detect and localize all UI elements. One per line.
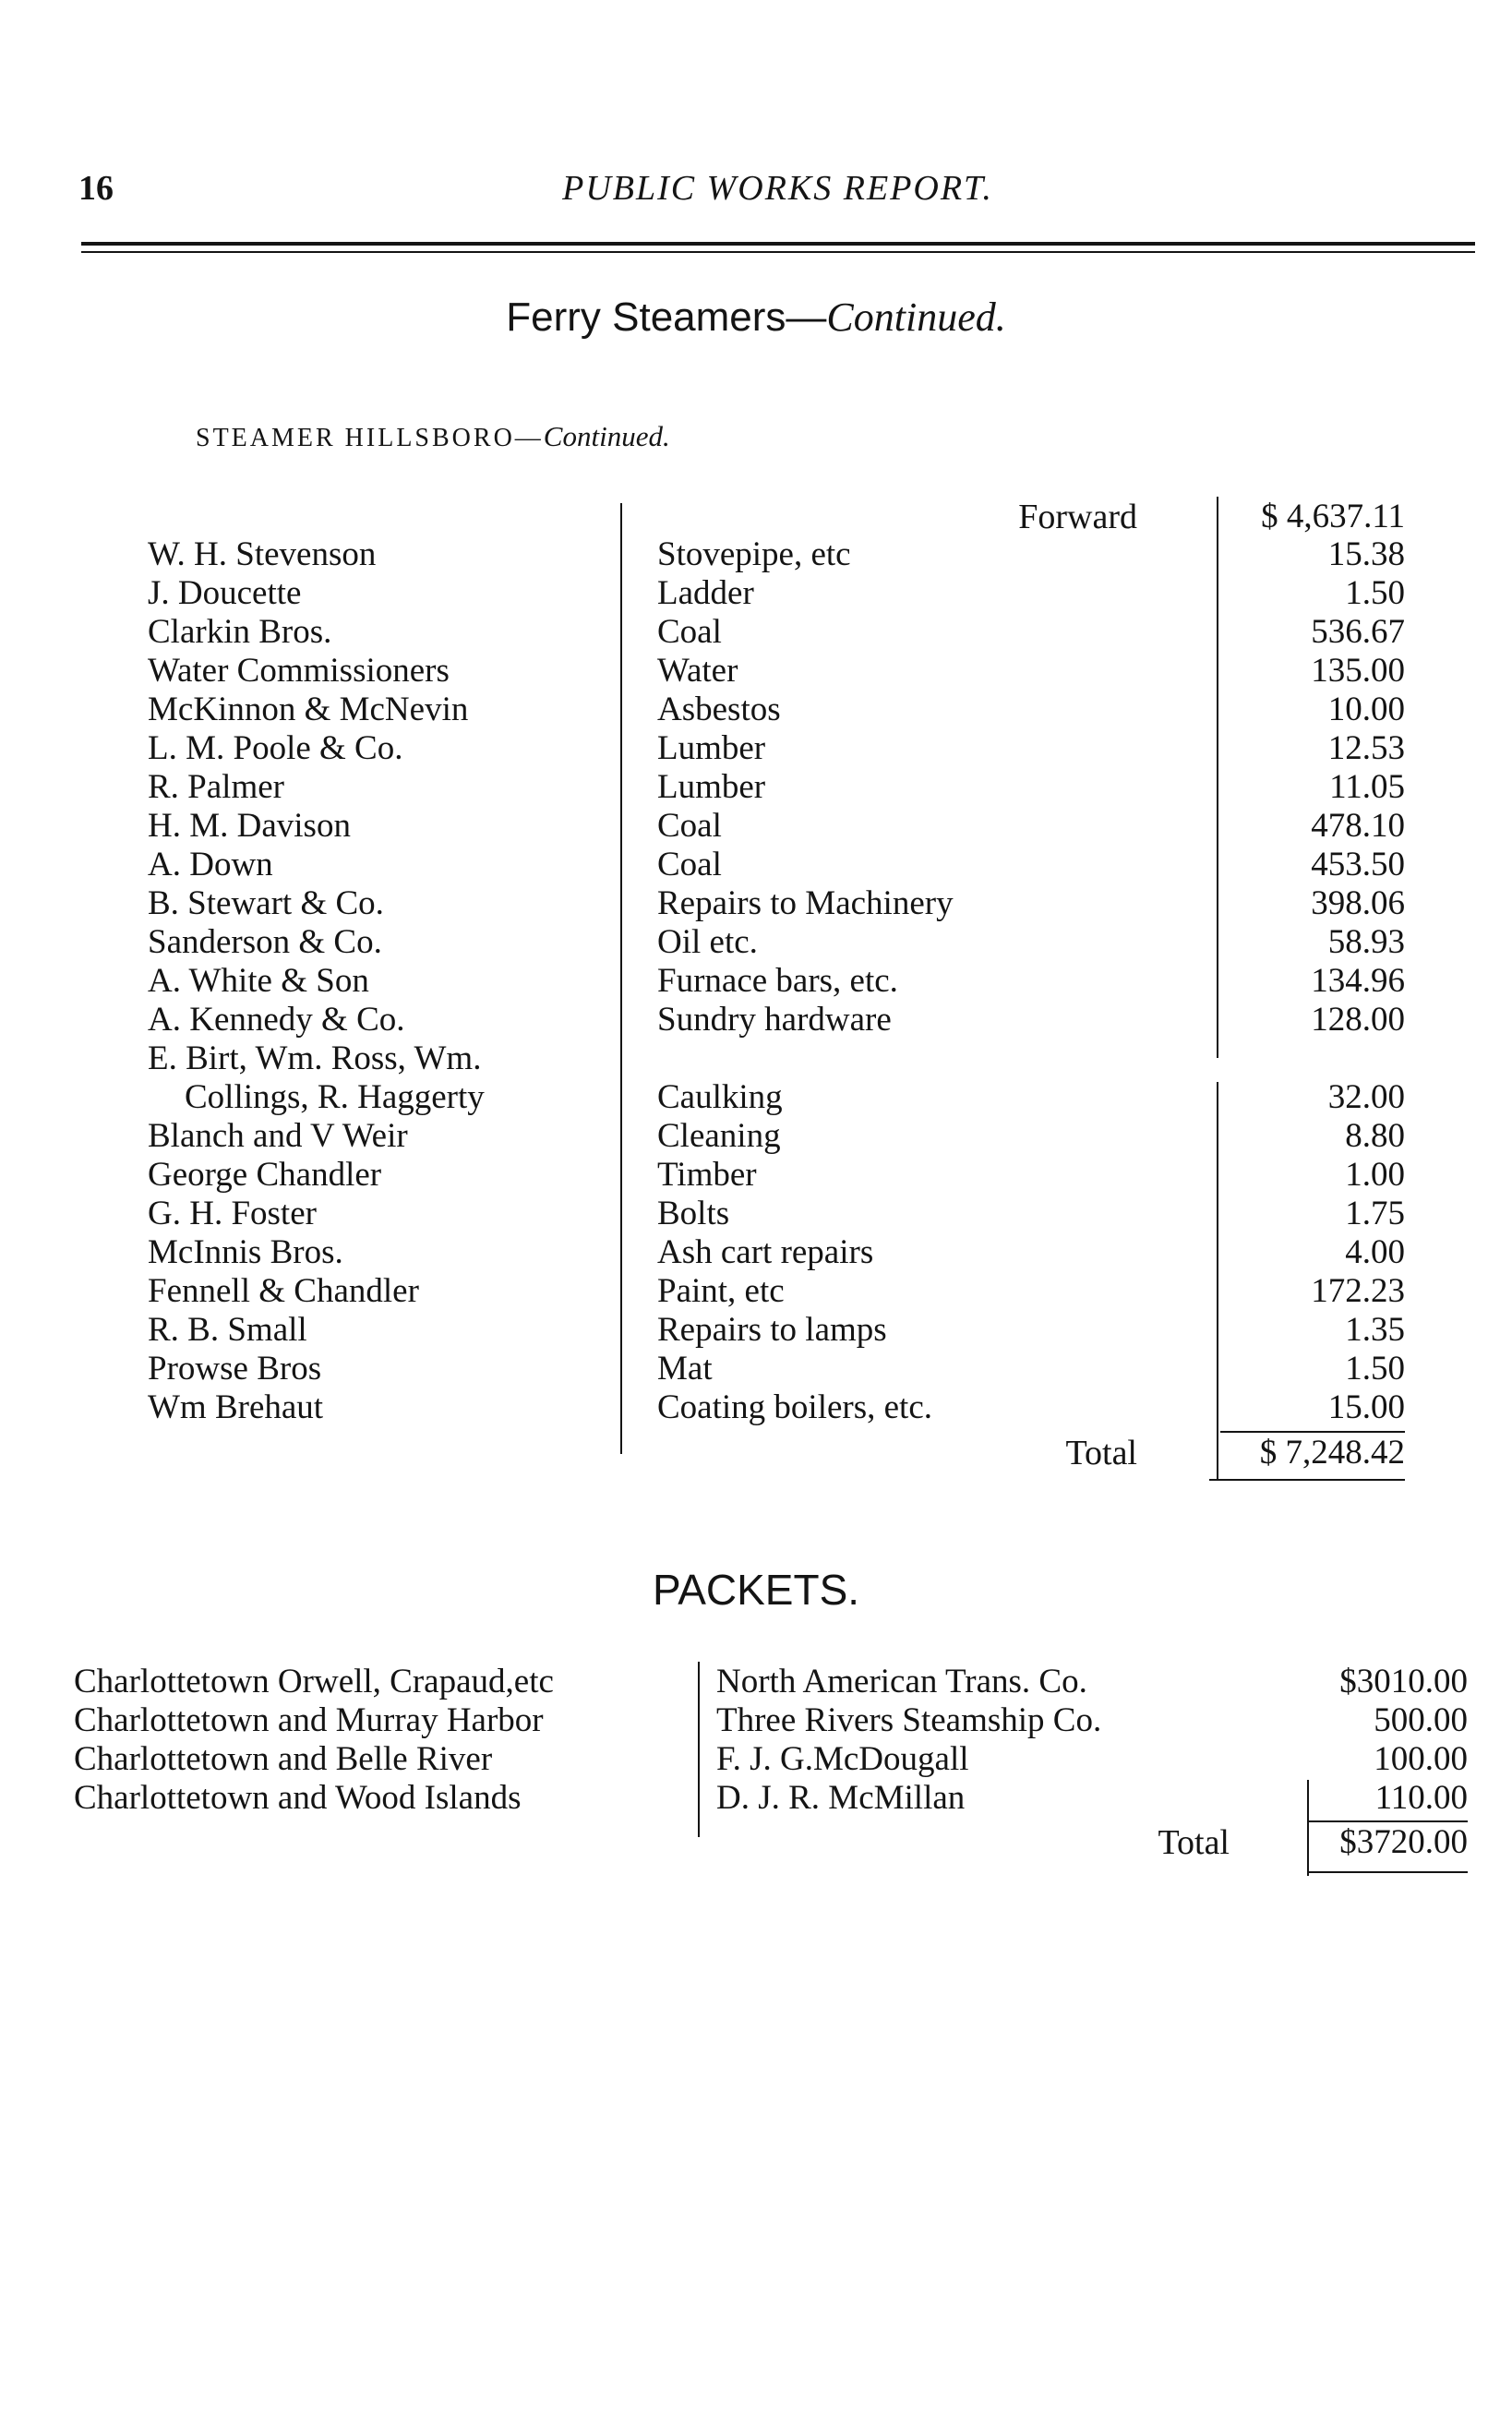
expense-amount: 1.35 xyxy=(1345,1311,1405,1349)
packet-route: Charlottetown and Murray Harbor xyxy=(74,1701,544,1739)
payee-name: Blanch and V Weir xyxy=(148,1117,408,1155)
expense-item: Ladder xyxy=(657,574,754,612)
section-title xyxy=(0,294,1512,341)
table-row xyxy=(0,574,1512,613)
payee-name: George Chandler xyxy=(148,1156,382,1194)
packets-total-rule xyxy=(1309,1871,1468,1873)
running-title: PUBLIC WORKS REPORT. xyxy=(562,169,993,208)
ferry-total-amount: $ 7,248.42 xyxy=(1259,1434,1405,1472)
payee-name: Fennell & Chandler xyxy=(148,1272,419,1310)
expense-amount: 15.00 xyxy=(1327,1388,1405,1426)
expense-amount: 1.00 xyxy=(1345,1156,1405,1194)
expense-amount: 1.75 xyxy=(1345,1195,1405,1232)
ferry-total-label: Total xyxy=(1065,1434,1137,1472)
expense-item: Bolts xyxy=(657,1195,730,1232)
table-row xyxy=(0,1388,1512,1427)
expense-item: Repairs to Machinery xyxy=(657,884,954,922)
expense-amount: 134.96 xyxy=(1311,962,1405,1000)
packet-carrier: Three Rivers Steamship Co. xyxy=(716,1701,1102,1739)
packet-amount: $3010.00 xyxy=(1339,1663,1468,1700)
expense-amount: 128.00 xyxy=(1311,1001,1405,1039)
header-rule-thin xyxy=(81,251,1475,253)
page-header xyxy=(78,168,1477,223)
expense-amount: 478.10 xyxy=(1311,807,1405,845)
payee-name: Prowse Bros xyxy=(148,1350,322,1388)
section-title-main: Ferry Steamers— xyxy=(506,294,827,340)
packet-carrier: North American Trans. Co. xyxy=(716,1663,1087,1700)
expense-amount: 10.00 xyxy=(1327,691,1405,728)
table-row xyxy=(0,1156,1512,1195)
expense-item: Water xyxy=(657,652,738,690)
payee-name: B. Stewart & Co. xyxy=(148,884,384,922)
table-row xyxy=(0,1701,1512,1740)
expense-item: Mat xyxy=(657,1350,713,1388)
expense-amount: 1.50 xyxy=(1345,574,1405,612)
packet-carrier: F. J. G.McDougall xyxy=(716,1740,969,1778)
table-row xyxy=(0,1117,1512,1156)
expense-item: Stovepipe, etc xyxy=(657,535,851,573)
payee-name: A. Kennedy & Co. xyxy=(148,1001,405,1039)
expense-item: Caulking xyxy=(657,1078,783,1116)
expense-item: Lumber xyxy=(657,729,766,767)
header-rule-thick xyxy=(81,242,1475,246)
table-row xyxy=(0,1740,1512,1779)
payee-name: R. B. Small xyxy=(148,1311,307,1349)
table-row xyxy=(0,729,1512,768)
expense-item: Lumber xyxy=(657,768,766,806)
table-row xyxy=(0,807,1512,846)
table-row xyxy=(0,613,1512,652)
payee-name: W. H. Stevenson xyxy=(148,535,377,573)
expense-amount: 58.93 xyxy=(1327,923,1405,961)
table-row xyxy=(0,1039,1512,1078)
payee-name: Sanderson & Co. xyxy=(148,923,382,961)
page-number: 16 xyxy=(78,169,114,208)
subsection-title-main: STEAMER HILLSBORO— xyxy=(196,424,544,452)
packets-title: PACKETS. xyxy=(652,1566,860,1614)
table-row xyxy=(0,1779,1512,1818)
table-row xyxy=(0,652,1512,691)
payee-name: L. M. Poole & Co. xyxy=(148,729,403,767)
expense-amount: 1.50 xyxy=(1345,1350,1405,1388)
expense-item: Cleaning xyxy=(657,1117,781,1155)
table-row xyxy=(0,1001,1512,1039)
payee-name: McInnis Bros. xyxy=(148,1233,343,1271)
table-row xyxy=(0,1663,1512,1701)
table-row xyxy=(0,962,1512,1001)
section-title-continued: Continued. xyxy=(826,294,1006,340)
table-row xyxy=(0,1195,1512,1233)
table-row xyxy=(0,535,1512,574)
payee-name: A. Down xyxy=(148,846,273,883)
table-row xyxy=(0,1350,1512,1388)
payee-name: J. Doucette xyxy=(148,574,302,612)
expense-item: Coal xyxy=(657,807,722,845)
packets-total-amount: $3720.00 xyxy=(1339,1823,1468,1861)
expense-item: Repairs to lamps xyxy=(657,1311,887,1349)
expense-amount: 4.00 xyxy=(1345,1233,1405,1271)
packet-carrier: D. J. R. McMillan xyxy=(716,1779,966,1817)
table-row xyxy=(0,1272,1512,1311)
packet-amount: 500.00 xyxy=(1374,1701,1468,1739)
expense-amount: 398.06 xyxy=(1311,884,1405,922)
packets-total-label: Total xyxy=(1158,1823,1230,1862)
ferry-total-rule xyxy=(1209,1479,1405,1481)
payee-name: Wm Brehaut xyxy=(148,1388,324,1426)
expense-amount: 8.80 xyxy=(1345,1117,1405,1155)
expense-amount: 12.53 xyxy=(1327,729,1405,767)
expense-amount: 536.67 xyxy=(1311,613,1405,651)
expense-amount: 135.00 xyxy=(1311,652,1405,690)
payee-name: A. White & Son xyxy=(148,962,369,1000)
table-row xyxy=(0,846,1512,884)
payee-name: E. Birt, Wm. Ross, Wm. xyxy=(148,1039,482,1077)
expense-amount: 32.00 xyxy=(1327,1078,1405,1116)
expense-amount: 172.23 xyxy=(1311,1272,1405,1310)
packet-amount: 110.00 xyxy=(1374,1779,1468,1817)
table-row xyxy=(0,768,1512,807)
table-row xyxy=(0,1311,1512,1350)
packet-route: Charlottetown and Wood Islands xyxy=(74,1779,522,1817)
expense-item: Asbestos xyxy=(657,691,781,728)
table-row xyxy=(0,691,1512,729)
payee-name: R. Palmer xyxy=(148,768,284,806)
expense-item: Coating boilers, etc. xyxy=(657,1388,932,1426)
expense-amount: 453.50 xyxy=(1311,846,1405,883)
payee-name: Clarkin Bros. xyxy=(148,613,332,651)
table-row xyxy=(0,1233,1512,1272)
packet-amount: 100.00 xyxy=(1374,1740,1468,1778)
payee-name: Collings, R. Haggerty xyxy=(185,1078,485,1116)
expense-amount: 15.38 xyxy=(1327,535,1405,573)
forward-label: Forward xyxy=(1018,498,1137,536)
subsection-title xyxy=(196,420,670,453)
table-row xyxy=(0,923,1512,962)
packet-route: Charlottetown and Belle River xyxy=(74,1740,493,1778)
packet-route: Charlottetown Orwell, Crapaud,etc xyxy=(74,1663,554,1700)
forward-amount: $ 4,637.11 xyxy=(1261,498,1405,535)
table-row xyxy=(0,884,1512,923)
expense-item: Coal xyxy=(657,846,722,883)
expense-amount: 11.05 xyxy=(1329,768,1405,806)
payee-name: McKinnon & McNevin xyxy=(148,691,469,728)
expense-item: Timber xyxy=(657,1156,757,1194)
table-row xyxy=(0,1078,1512,1117)
payee-name: G. H. Foster xyxy=(148,1195,317,1232)
payee-name: H. M. Davison xyxy=(148,807,351,845)
subsection-title-continued: Continued. xyxy=(543,420,670,452)
expense-item: Paint, etc xyxy=(657,1272,785,1310)
expense-item: Coal xyxy=(657,613,722,651)
expense-item: Sundry hardware xyxy=(657,1001,892,1039)
expense-item: Oil etc. xyxy=(657,923,758,961)
expense-item: Furnace bars, etc. xyxy=(657,962,898,1000)
payee-name: Water Commissioners xyxy=(148,652,450,690)
expense-item: Ash cart repairs xyxy=(657,1233,874,1271)
